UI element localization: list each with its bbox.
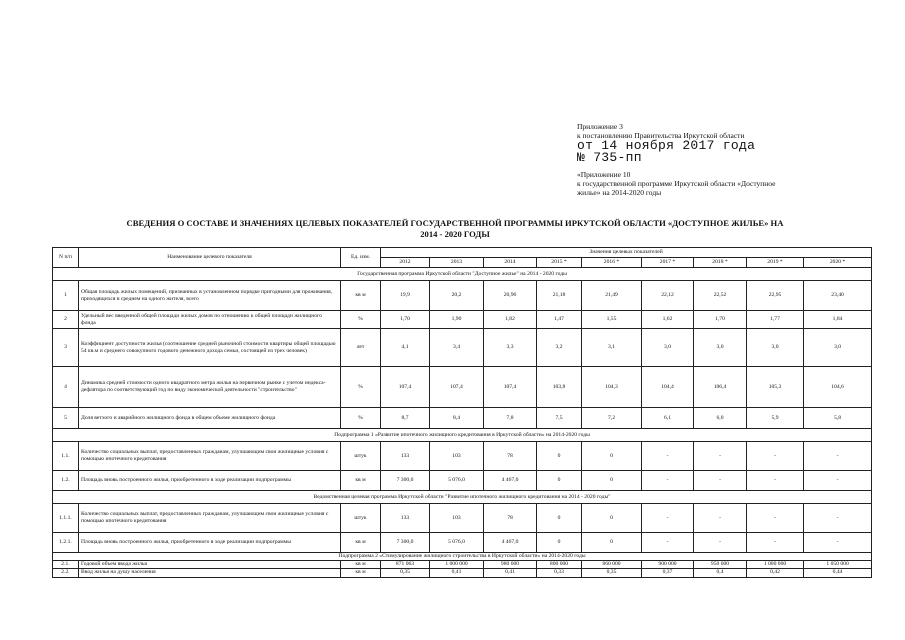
table-row bbox=[53, 367, 872, 408]
document-title bbox=[40, 218, 870, 240]
header-values: Значения целевых показателей bbox=[381, 248, 872, 258]
row-value: 23,40 bbox=[804, 281, 872, 311]
row-value: - bbox=[804, 442, 872, 471]
row-num: 1.1.1. bbox=[53, 504, 79, 533]
row-value: 0 bbox=[537, 442, 582, 471]
row-value: 3,0 bbox=[747, 329, 804, 367]
row-value: 133 bbox=[381, 442, 430, 471]
row-value: 1,70 bbox=[694, 311, 747, 329]
row-value: 20,2 bbox=[430, 281, 484, 311]
row-value: 0,44 bbox=[804, 568, 872, 577]
row-value: 106,4 bbox=[694, 367, 747, 408]
header-num: N п/п bbox=[53, 248, 79, 268]
row-value: 0 bbox=[582, 504, 642, 533]
row-value: 1 050 000 bbox=[804, 560, 872, 568]
row-value: 1,62 bbox=[642, 311, 694, 329]
appendix-label: Приложение 3 bbox=[577, 122, 623, 131]
table-row bbox=[53, 408, 872, 429]
row-value: 104,4 bbox=[642, 367, 694, 408]
row-name: Коэффициент доступности жилья (соотношение средней рыночной стоимости квартиры общей площадью 54 кв.м и среднего совокупного годового денежного дохода семьи, состоящей из трех человек) bbox=[79, 329, 341, 367]
row-value: 0,37 bbox=[642, 568, 694, 577]
row-value: 1,55 bbox=[582, 311, 642, 329]
title-line2: 2014 - 2020 ГОДЫ bbox=[420, 229, 490, 239]
row-value: 4 467,0 bbox=[484, 471, 537, 491]
row-value: 3,1 bbox=[582, 329, 642, 367]
row-value: 1 000 000 bbox=[747, 560, 804, 568]
row-value: 0,42 bbox=[747, 568, 804, 577]
row-name: Годовой объем ввода жилья bbox=[79, 560, 341, 568]
row-unit: % bbox=[341, 408, 381, 429]
row-value: 0,4 bbox=[694, 568, 747, 577]
header-name: Наименование целевого показателя bbox=[79, 248, 341, 268]
row-value: - bbox=[694, 471, 747, 491]
row-value: 19,9 bbox=[381, 281, 430, 311]
section-row bbox=[53, 268, 872, 281]
row-value: 3,0 bbox=[642, 329, 694, 367]
row-num: 2.1. bbox=[53, 560, 79, 568]
section-title: Ведомственная целевая программа Иркутской области "Развитие ипотечного жилищного кредитования на 2014 - 2020 годы" bbox=[53, 491, 872, 504]
row-value: 7,8 bbox=[484, 408, 537, 429]
row-value: 78 bbox=[484, 442, 537, 471]
row-value: 3,3 bbox=[484, 329, 537, 367]
table-row bbox=[53, 533, 872, 553]
header-year: 2019 * bbox=[747, 258, 804, 268]
row-value: 1,77 bbox=[747, 311, 804, 329]
row-name: Динамика средней стоимости одного квадратного метра жилья на первичном рынке с учетом индекса-дефлятора по соответствующий год по виду экономической деятельности "строительство" bbox=[79, 367, 341, 408]
row-value: 103 bbox=[430, 442, 484, 471]
resolution-reference: к постановлению Правительства Иркутской области bbox=[577, 131, 745, 140]
row-unit: кв м bbox=[341, 471, 381, 491]
row-value: - bbox=[642, 504, 694, 533]
row-value: - bbox=[747, 504, 804, 533]
row-num: 3 bbox=[53, 329, 79, 367]
row-value: 107,4 bbox=[381, 367, 430, 408]
table-row bbox=[53, 568, 872, 577]
row-value: 7 300,0 bbox=[381, 471, 430, 491]
section-row bbox=[53, 553, 872, 561]
table-row bbox=[53, 311, 872, 329]
program-reference-line2: жилье» на 2014-2020 годы bbox=[577, 188, 662, 197]
row-num: 1 bbox=[53, 281, 79, 311]
row-value: - bbox=[694, 442, 747, 471]
row-name: Площадь вновь построенного жилья, приобретенного в ходе реализации подпрограммы bbox=[79, 471, 341, 491]
row-unit: кв м bbox=[341, 533, 381, 553]
row-value: 800 000 bbox=[537, 560, 582, 568]
section-title: Государственная программа Иркутской области "Доступное жилье" на 2014 - 2020 годы bbox=[53, 268, 872, 281]
header-year: 2013 bbox=[430, 258, 484, 268]
row-value: 0,35 bbox=[381, 568, 430, 577]
row-value: 103 bbox=[430, 504, 484, 533]
title-line1: СВЕДЕНИЯ О СОСТАВЕ И ЗНАЧЕНИЯХ ЦЕЛЕВЫХ ПОКАЗАТЕЛЕЙ ГОСУДАРСТВЕННОЙ ПРОГРАММЫ ИРКУТСКОЙ ОБЛАСТИ «ДОСТУПНОЕ ЖИЛЬЕ» НА bbox=[126, 218, 784, 228]
row-value: 0 bbox=[537, 471, 582, 491]
row-value: 0,41 bbox=[484, 568, 537, 577]
header-year: 2018 * bbox=[694, 258, 747, 268]
row-value: 3,4 bbox=[430, 329, 484, 367]
header-year: 2016 * bbox=[582, 258, 642, 268]
table-row bbox=[53, 560, 872, 568]
row-value: 8,7 bbox=[381, 408, 430, 429]
row-value: 4 467,0 bbox=[484, 533, 537, 553]
row-name: Общая площадь жилых помещений, признанных в установленном порядке пригодными для проживания, приходящихся в среднем на одного жителя, всего bbox=[79, 281, 341, 311]
header-year: 2012 bbox=[381, 258, 430, 268]
header-year: 2014 bbox=[484, 258, 537, 268]
row-value: 0 bbox=[582, 533, 642, 553]
row-value: 21,18 bbox=[537, 281, 582, 311]
row-num: 1.1. bbox=[53, 442, 79, 471]
row-value: - bbox=[694, 504, 747, 533]
document-header bbox=[577, 122, 897, 197]
row-value: - bbox=[747, 533, 804, 553]
row-value: 6,0 bbox=[694, 408, 747, 429]
row-value: 104,3 bbox=[582, 367, 642, 408]
row-value: 900 000 bbox=[642, 560, 694, 568]
row-value: 22,52 bbox=[694, 281, 747, 311]
row-value: 860 000 bbox=[582, 560, 642, 568]
row-value: 1,84 bbox=[804, 311, 872, 329]
row-value: 7,5 bbox=[537, 408, 582, 429]
row-value: 0,35 bbox=[582, 568, 642, 577]
row-name: Ввод жилья на душу населения bbox=[79, 568, 341, 577]
row-value: 0 bbox=[582, 471, 642, 491]
row-value: 7 300,0 bbox=[381, 533, 430, 553]
section-row bbox=[53, 429, 872, 442]
row-value: 22,12 bbox=[642, 281, 694, 311]
row-value: 8,4 bbox=[430, 408, 484, 429]
row-value: 4,1 bbox=[381, 329, 430, 367]
row-unit: кв м bbox=[341, 568, 381, 577]
row-num: 5 bbox=[53, 408, 79, 429]
row-unit: кв м bbox=[341, 560, 381, 568]
row-value: 980 000 bbox=[484, 560, 537, 568]
date-stamp: от 14 ноября 2017 года bbox=[577, 138, 756, 153]
row-num: 2 bbox=[53, 311, 79, 329]
header-year: 2020 * bbox=[804, 258, 872, 268]
row-value: 22,95 bbox=[747, 281, 804, 311]
row-value: 103,8 bbox=[537, 367, 582, 408]
row-value: 7,2 bbox=[582, 408, 642, 429]
row-value: 107,4 bbox=[430, 367, 484, 408]
row-value: 107,4 bbox=[484, 367, 537, 408]
row-value: 5,8 bbox=[804, 408, 872, 429]
header-year: 2017 * bbox=[642, 258, 694, 268]
row-num: 2.2. bbox=[53, 568, 79, 577]
table-row bbox=[53, 329, 872, 367]
row-unit: % bbox=[341, 367, 381, 408]
row-name: Площадь вновь построенного жилья, приобретенного в ходе реализации подпрограммы bbox=[79, 533, 341, 553]
row-value: 20,96 bbox=[484, 281, 537, 311]
row-value: 21,49 bbox=[582, 281, 642, 311]
row-num: 4 bbox=[53, 367, 79, 408]
row-value: 3,2 bbox=[537, 329, 582, 367]
row-value: - bbox=[804, 533, 872, 553]
row-value: - bbox=[804, 504, 872, 533]
section-title: Подпрограмма 2 «Стимулирование жилищного строительства в Иркутской области» на 2014-2020 годы bbox=[53, 553, 872, 561]
row-name: Доля ветхого и аварийного жилищного фонда в общем объеме жилищного фонда bbox=[79, 408, 341, 429]
row-value: 1,82 bbox=[484, 311, 537, 329]
row-value: - bbox=[642, 533, 694, 553]
indicators-table bbox=[52, 247, 872, 578]
row-name: Количество социальных выплат, предоставленных гражданам, улучшающим свои жилищные условия с помощью ипотечного кредитования bbox=[79, 504, 341, 533]
header-year: 2015 * bbox=[537, 258, 582, 268]
row-num: 1.2. bbox=[53, 471, 79, 491]
row-name: Удельный вес введенной общей площади жилых домов по отношению к общей площади жилищного фонда bbox=[79, 311, 341, 329]
row-unit: кв м bbox=[341, 281, 381, 311]
row-value: 105,3 bbox=[747, 367, 804, 408]
row-value: 0,33 bbox=[537, 568, 582, 577]
row-value: 871 063 bbox=[381, 560, 430, 568]
row-value: 0 bbox=[582, 442, 642, 471]
row-unit: штук bbox=[341, 504, 381, 533]
row-unit: штук bbox=[341, 442, 381, 471]
header-unit: Ед. изм. bbox=[341, 248, 381, 268]
row-value: 78 bbox=[484, 504, 537, 533]
row-value: - bbox=[804, 471, 872, 491]
row-value: 104,6 bbox=[804, 367, 872, 408]
row-value: 1 000 000 bbox=[430, 560, 484, 568]
row-value: 5 076,0 bbox=[430, 533, 484, 553]
row-value: 0 bbox=[537, 504, 582, 533]
number-stamp: № 735-пп bbox=[577, 150, 642, 165]
row-value: - bbox=[747, 442, 804, 471]
row-value: 0,41 bbox=[430, 568, 484, 577]
row-value: - bbox=[747, 471, 804, 491]
row-unit: лет bbox=[341, 329, 381, 367]
row-value: - bbox=[694, 533, 747, 553]
table-row bbox=[53, 281, 872, 311]
table-row bbox=[53, 471, 872, 491]
row-value: 6,1 bbox=[642, 408, 694, 429]
row-value: 1,47 bbox=[537, 311, 582, 329]
appendix-10-label: «Приложение 10 bbox=[577, 170, 631, 179]
row-value: 3,0 bbox=[804, 329, 872, 367]
program-reference-line1: к государственной программе Иркутской области «Доступное bbox=[577, 179, 776, 188]
row-value: 5,9 bbox=[747, 408, 804, 429]
row-unit: % bbox=[341, 311, 381, 329]
row-value: 133 bbox=[381, 504, 430, 533]
row-name: Количество социальных выплат, предоставленных гражданам, улучшающим свои жилищные условия с помощью ипотечного кредитования bbox=[79, 442, 341, 471]
row-value: 5 076,0 bbox=[430, 471, 484, 491]
table-row bbox=[53, 504, 872, 533]
section-row bbox=[53, 491, 872, 504]
row-value: 1,70 bbox=[381, 311, 430, 329]
row-value: 3,0 bbox=[694, 329, 747, 367]
row-value: - bbox=[642, 442, 694, 471]
section-title: Подпрограмма 1 «Развитие ипотечного жилищного кредитования в Иркутской области» на 2014-2020 годы bbox=[53, 429, 872, 442]
row-num: 1.2.1. bbox=[53, 533, 79, 553]
row-value: 950 000 bbox=[694, 560, 747, 568]
table-row bbox=[53, 442, 872, 471]
row-value: 0 bbox=[537, 533, 582, 553]
row-value: - bbox=[642, 471, 694, 491]
row-value: 1,90 bbox=[430, 311, 484, 329]
